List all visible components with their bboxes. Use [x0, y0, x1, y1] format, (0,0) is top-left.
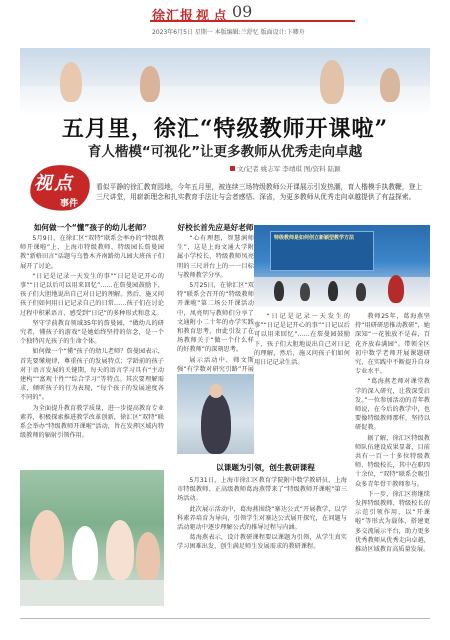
banner-photo	[20, 48, 430, 116]
column4-paragraph: 下一步，徐汇区将继续发挥特级教师、特级校长的示范引领作用，以“开课啦”等形式为载体，搭建更多交流展示平台，助力更多优秀教师从优秀走向卓越，推动区域教育高质量发展。	[355, 490, 430, 554]
photo-figure	[328, 281, 338, 301]
column1-heading: 如何做一个“懂”孩子的幼儿老师？	[33, 223, 151, 232]
photo-figure	[356, 283, 366, 301]
lecture-hall-photo	[254, 225, 430, 307]
subheadline: 育人楷模“可视化”让更多教师从优秀走向卓越	[87, 144, 363, 160]
page-number: 09	[232, 2, 253, 21]
banner-figure	[320, 60, 344, 104]
issue-info: 2023年6月5日 星期一 本版编辑:兰舒忆 版面设计:卞卿舟	[152, 29, 305, 36]
column1-body	[20, 234, 164, 466]
photo-figure	[274, 281, 284, 301]
column3-paragraph: 5月31日，上海市徐汇区教育学院附中数学教研员、上海市特级教师、正高级教师葛海燕带来了“特级教师开课啦”第三场活动。	[177, 477, 347, 503]
byline-text: 文/记者 姚志军 李靖琪 图/资料 陆颖	[237, 165, 341, 173]
photo-figure	[388, 275, 404, 303]
byline	[230, 164, 341, 173]
column3-heading: 以课题为引领，创生教研课程	[216, 463, 315, 472]
banner-figure	[380, 68, 400, 102]
column3-body	[177, 476, 347, 616]
newspaper-name: 徐汇报	[152, 9, 195, 24]
column2-heading: 好校长首先应是好老师	[177, 223, 254, 232]
section-name: 视 点	[196, 9, 227, 24]
lede-paragraph: 看似平静的徐汇教育园地，今年五月里，被连续三场特级教师公开课展示引发热潮，育人楷模手执教鞭，登上三尺讲堂，用崭新理念和扎实教育手法让与会者感悟、深省，为更多教师从优秀走向卓越提供了有益探索。	[96, 183, 423, 201]
photo-figure	[300, 283, 310, 301]
banner-figure	[140, 66, 160, 102]
masthead	[0, 0, 450, 44]
column3-paragraph: 葛海燕表示，设计教研课程要以课题为引领，从学生真实学习困难出发，创生满足师生发展需求的教研课程。	[177, 534, 347, 551]
column4-upper-body	[254, 312, 350, 456]
children-activity-photo	[20, 470, 164, 606]
column1-paragraph: 坚守学前教育领域35年的詹曼园，“做幼儿的研究者，懂孩子的游戏”是她始终坚持的信念，是一个个独特闪光孩子的生命个体。	[20, 319, 164, 346]
byline-marker	[230, 166, 235, 171]
badge-sub-text: 事件	[60, 199, 79, 209]
photo-figure	[30, 510, 64, 580]
photo-figure	[136, 532, 160, 582]
column2-paragraph: 5月25日，在徐汇区“双特”联系会召开的“特级教师开课啦”第二场公开课活动中，凤亮明与教师们分享了文通附小二十年的办学实践和教育思考，由此引发了在场教师关于“做一个什么样的好教师”的深刻思考。	[177, 282, 254, 354]
column1-paragraph: 如何做一个“懂”孩子的幼儿老师？詹曼园表示，首先要懂规律，尊重孩子的发展特点；学龄前的孩子对于语言发展的关键期，每天的语言学习具有“主动建构”“富观十性”“综合学习”等特点。其次要理解需求，倾听孩子的行为表现，“每个孩子的发展速度各不同的”。	[20, 348, 164, 402]
headline: 五月里，徐汇“特级教师开课啦”	[61, 116, 389, 142]
banner-figure	[60, 62, 82, 102]
column4-paragraph: 据了解，徐汇区特级教师队伍建设成果显著，目前共有一百一十多位特级教师、特级校长，其中在职四十余位，“双特”联系会吸引众多青年骨干教师参与。	[355, 434, 430, 488]
column4-body	[355, 312, 430, 616]
photo-figure	[201, 392, 231, 454]
column2-paragraph: 展示活动中，师文斯强“有学数对研究引路”开展	[177, 356, 254, 373]
badge-main-text: 视点	[34, 173, 74, 194]
column4-paragraph: “葛海燕老师对课堂教学的深入研究，让我深受启发。”一位参加活动的青年教师说，在今后的教学中，也要像特级教师那样，坚持以研促教。	[355, 378, 430, 432]
column1-paragraph: 5月9日，在徐汇区“双特”联系会率办的“特级教师开课啦”上，上海市特级教师、特级园长詹曼园教“新格田言”话题与乌鲁木齐南路幼儿园大班孩子们展开了讨论。	[20, 235, 164, 270]
photo-floor	[20, 580, 164, 606]
viewpoint-badge	[30, 165, 90, 213]
column2-paragraph: “心有理想，智慧润师生”，这是上海文通大学附属小学校长、特级教师凤亮明的三尺讲台上的一一目标与教师教学分享。	[177, 235, 254, 279]
footer-rule	[20, 618, 430, 619]
photo-figure	[72, 526, 98, 582]
column4-upper-paragraph: “日记是记录一天发生的事”“日记是记开心的事”“日记以后可以用来回忆”……在詹曼园鼓励下，孩子们大胆地说出自己对日记的理解，然后，施又问孩子们如何用日记记录生活。	[254, 313, 350, 367]
column4-paragraph: 教师25年，葛海燕坚持“用研研思推动教研”，她深知“一花独放不是春，百花齐放春满园”。带领全区初中数学老师开展课题研究，在实践中不断提升自身专业水平。	[355, 313, 430, 376]
photo-figure-head	[209, 384, 223, 398]
column2-body	[177, 234, 254, 373]
teacher-portrait-photo	[177, 374, 254, 454]
column1-paragraph: 为全面提升教育教学质量，进一步提高教育专业素养，积极探索推进教学改革创新，徐汇区“双特”联系会举办“特级教师开课啦”活动，旨在发挥区域内特级教师的辐射引领作用。	[20, 404, 164, 440]
screen-caption: 特级教师是如何创立新颖型教学方法	[274, 235, 355, 241]
photo-figure	[106, 520, 134, 580]
column1-paragraph: “日记是记录一天发生的事”“日记是记开心的事”“日记以后可以用来回忆”……在詹曼园鼓励下，孩子们大胆地说出自己对日记的理解。然后，施又问孩子们如何用日记记录自己的日常……孩子们在讨论过程中积累语言，感受到“日记”的多种形式和意义。	[20, 272, 164, 317]
column3-paragraph: 此次展示活动中，葛海燕围绕“寨达公式”开展教学，以学科素养培育为导向，引领学生对寨达公式展开探究，在问题与活动驱动中逐步理解公式的推导过程与内涵。	[177, 505, 347, 532]
